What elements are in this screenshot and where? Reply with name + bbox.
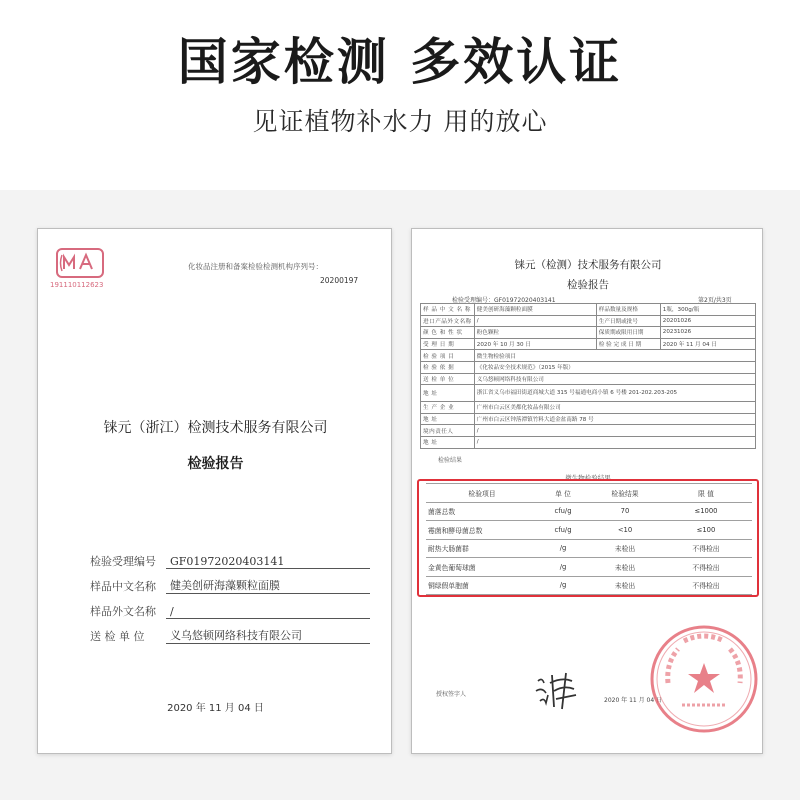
table-cell: /g — [536, 539, 590, 558]
table-row — [421, 327, 756, 339]
table-cell: 未检出 — [590, 576, 660, 595]
registration-label: 化妆品注册和备案检验检测机构序列号： — [188, 262, 323, 271]
table-row — [426, 502, 752, 521]
table-cell: 检 验 完 成 日 期 — [596, 338, 660, 350]
table-cell: 菌落总数 — [426, 502, 536, 521]
report-number: 检验受理编号：GF01972020403141 — [452, 297, 556, 304]
page-indicator: 第2页/共3页 — [698, 297, 732, 304]
field-value: GF01972020403141 — [166, 555, 370, 569]
field-label: 送 检 单 位 — [90, 630, 145, 643]
table-cell: 未检出 — [590, 539, 660, 558]
table-row — [421, 361, 756, 373]
table-row — [426, 576, 752, 595]
table-cell: <10 — [590, 521, 660, 540]
table-header-cell: 检验结果 — [590, 484, 660, 503]
table-cell: 金黄色葡萄球菌 — [426, 558, 536, 577]
table-cell: cfu/g — [536, 521, 590, 540]
field-sample-foreign-name — [90, 601, 370, 619]
table-header-row — [426, 484, 752, 503]
table-cell: 义乌悠顿网络科技有限公司 — [474, 373, 755, 385]
table-cell: 颜 色 和 性 状 — [421, 327, 475, 339]
table-row — [421, 373, 756, 385]
report-title: 检验报告 — [567, 279, 609, 291]
table-header-cell: 单 位 — [536, 484, 590, 503]
registration-number: 20200197 — [320, 276, 359, 285]
table-cell: 生产日期或批号 — [596, 315, 660, 327]
field-label: 检验受理编号 — [90, 555, 156, 568]
table-cell: 不得检出 — [660, 539, 752, 558]
table-cell: 检 验 依 据 — [421, 361, 475, 373]
approver-label: 授权签字人 — [436, 691, 467, 698]
table-cell: 地 址 — [421, 385, 475, 402]
table-cell: 铜绿假单胞菌 — [426, 576, 536, 595]
official-stamp-icon — [648, 623, 760, 735]
microbiology-results-table — [426, 483, 752, 595]
table-cell: 1瓶，300g/瓶 — [660, 304, 755, 316]
field-acceptance-number — [90, 551, 370, 569]
table-cell: 受 理 日 期 — [421, 338, 475, 350]
table-row — [426, 521, 752, 540]
table-cell: 广州市白云区美都化妆品有限公司 — [474, 402, 755, 414]
page-headline: 国家检测 多效认证 — [177, 33, 623, 91]
table-row — [426, 539, 752, 558]
report-results-page — [411, 228, 763, 754]
lab-company-name: 铼元（检测）技术服务有限公司 — [514, 259, 662, 271]
table-cell: 送 检 单 位 — [421, 373, 475, 385]
table-cell: /g — [536, 558, 590, 577]
table-row — [421, 338, 756, 350]
field-value: 义乌悠顿网络科技有限公司 — [166, 627, 370, 644]
table-cell: 不得检出 — [660, 576, 752, 595]
table-row — [421, 350, 756, 362]
field-label: 样品中文名称 — [90, 580, 156, 593]
table-row — [421, 315, 756, 327]
table-row — [421, 413, 756, 425]
table-cell: 70 — [590, 502, 660, 521]
sample-info-table — [420, 303, 756, 449]
report-cover-page — [37, 228, 392, 754]
table-cell: 《化妆品安全技术规范》（2015 年版） — [474, 361, 755, 373]
results-section-label: 检验结果 — [438, 457, 463, 464]
table-row — [426, 558, 752, 577]
table-cell: 2020 年 11 月 04 日 — [660, 338, 755, 350]
table-cell: /g — [536, 576, 590, 595]
field-label: 样品外文名称 — [90, 605, 156, 618]
table-cell: 2020 年 10 月 30 日 — [474, 338, 596, 350]
table-cell: / — [474, 315, 596, 327]
table-cell: 进口产品外文名称 — [421, 315, 475, 327]
table-cell: 不得检出 — [660, 558, 752, 577]
table-row — [421, 402, 756, 414]
table-cell: 地 址 — [421, 436, 475, 448]
table-cell: / — [474, 436, 755, 448]
table-cell: 样 品 中 文 名 称 — [421, 304, 475, 316]
table-cell: / — [474, 425, 755, 437]
table-cell: cfu/g — [536, 502, 590, 521]
table-cell: 样品数量及规格 — [596, 304, 660, 316]
table-cell: 未检出 — [590, 558, 660, 577]
table-cell: 广州市白云区钟落潭镇竹料大道金盆南路 78 号 — [474, 413, 755, 425]
table-cell: 微生物检验项目 — [474, 350, 755, 362]
table-cell: 保质期或限用日期 — [596, 327, 660, 339]
table-cell: 耐热大肠菌群 — [426, 539, 536, 558]
table-row — [421, 304, 756, 316]
table-cell: 地 址 — [421, 413, 475, 425]
report-title: 检验报告 — [187, 456, 244, 472]
table-cell: ≤1000 — [660, 502, 752, 521]
report-date: 2020 年 11 月 04 日 — [167, 703, 264, 714]
signature-icon — [532, 667, 580, 711]
table-row — [421, 385, 756, 402]
table-cell: ≤100 — [660, 521, 752, 540]
table-cell: 20231026 — [660, 327, 755, 339]
field-sample-chinese-name — [90, 576, 370, 594]
table-cell: 健美创研海藻颗粒面膜 — [474, 304, 596, 316]
field-value: / — [166, 605, 370, 619]
table-row — [421, 425, 756, 437]
table-cell: 检 验 项 目 — [421, 350, 475, 362]
microbiology-results-label: 微生物检验结果 — [565, 474, 611, 482]
table-cell: 粉色颗粒 — [474, 327, 596, 339]
table-cell: 浙江省义乌市福田街道商城大道 315 号福通电商小镇 6 号楼 201-202.203-205 — [474, 385, 755, 402]
table-cell: 境内责任人 — [421, 425, 475, 437]
table-row — [421, 436, 756, 448]
field-submitting-unit — [90, 626, 370, 644]
table-cell: 生 产 企 业 — [421, 402, 475, 414]
lab-company-name: 铼元（浙江）检测技术服务有限公司 — [103, 420, 328, 436]
field-value: 健美创研海藻颗粒面膜 — [166, 577, 370, 594]
table-header-cell: 检验项目 — [426, 484, 536, 503]
table-header-cell: 限 值 — [660, 484, 752, 503]
cma-number: 191110112623 — [50, 281, 104, 289]
report-date: 2020 年 11 月 04 日 — [604, 697, 663, 704]
cma-logo-icon — [54, 245, 106, 281]
table-cell: 霉菌和酵母菌总数 — [426, 521, 536, 540]
table-cell: 20201026 — [660, 315, 755, 327]
page-subheadline: 见证植物补水力 用的放心 — [252, 107, 548, 136]
